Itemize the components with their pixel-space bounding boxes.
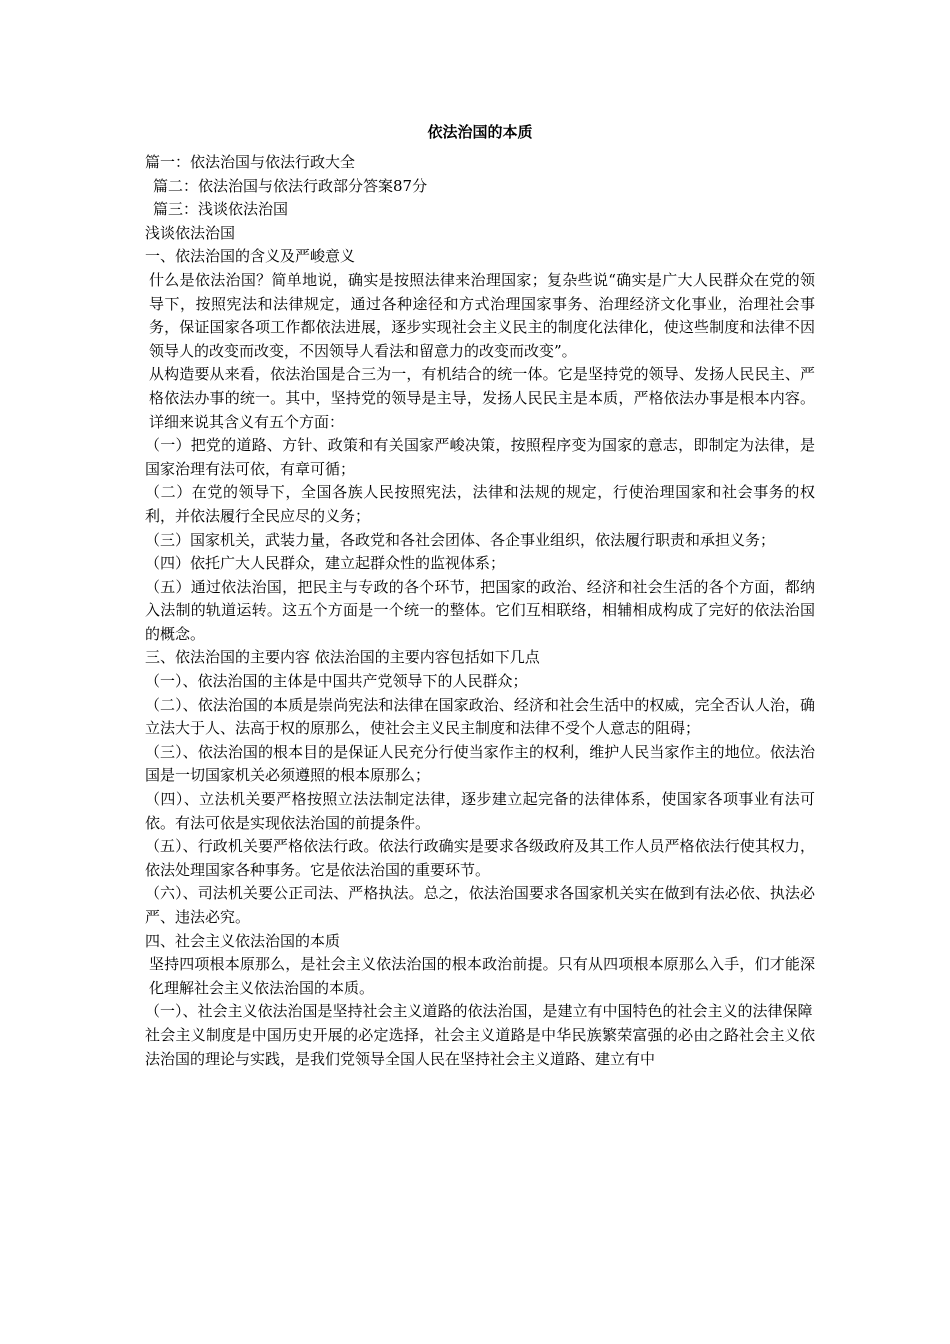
paragraph-part3: 篇三：浅谈依法治国: [153, 200, 289, 219]
list-item: （二）在党的领导下，全国各族人民按照宪法，法律和法规的规定，行使治理国家和社会事务的权利，并依法履行全民应尽的义务；: [145, 483, 815, 525]
list-item: （四）依托广大人民群众，建立起群众性的监视体系；: [145, 554, 506, 573]
list-item: （五）、行政机关要严格依法行政。依法行政确实是要求各级政府及其工作人员严格依法行使其权力，依法处理国家各种事务。它是依法治国的重要环节。: [145, 837, 815, 879]
list-item: （六）、司法机关要公正司法、严格执法。总之，依法治国要求各国家机关实在做到有法必依、执法必严、违法必究。: [145, 884, 815, 926]
paragraph-structure: 从构造要从来看，依法治国是合三为一，有机结合的统一体。它是坚持党的领导、发扬人民民主、严格依法办事的统一。其中，坚持党的领导是主导，发扬人民民主是本质，严格依法办事是根本内容。详细来说其含义有五个方面：: [149, 365, 815, 431]
paragraph-subtitle: 浅谈依法治国: [145, 223, 236, 242]
list-item: （五）通过依法治国，把民主与专政的各个环节，把国家的政治、经济和社会生活的各个方面，都纳入法制的轨道运转。这五个方面是一个统一的整体。它们互相联络，相辅相成构成了完好的依法治国的概念。: [145, 577, 815, 643]
paragraph-part1: 篇一：依法治国与依法行政大全: [145, 153, 356, 171]
document-page: [145, 121, 815, 1071]
list-item: （三）、依法治国的根本目的是保证人民充分行使当家作主的权利，维护人民当家作主的地位。依法治国是一切国家机关必须遵照的根本原那么；: [145, 742, 815, 785]
paragraph-principles: 坚持四项根本原那么，是社会主义依法治国的根本政治前提。只有从四项根本原那么入手，们才能深化理解社会主义依法治国的本质。: [149, 955, 815, 997]
document-title: 依法治国的本质: [427, 123, 533, 141]
paragraph-part2: 篇二：依法治国与依法行政部分答案87分: [153, 176, 428, 195]
paragraph-definition: 什么是依法治国？简单地说，确实是按照法律来治理国家；复杂些说“确实是广大人民群众在党的领导下，按照宪法和法律规定，通过各种途径和方式治理国家事务、治理经济文化事业，治理社会事务，保证国家各项工作都依法进展，逐步实现社会主义民主的制度化法律化，使这些制度和法律不因领导人的改变而改变，不因领导人看法和留意力的改变而改变”。: [149, 270, 815, 360]
list-item: （四）、立法机关要严格按照立法法制定法律，逐步建立起完备的法律体系，使国家各项事业有法可依。有法可依是实现依法治国的前提条件。: [145, 790, 815, 832]
list-item: （一）、依法治国的主体是中国共产党领导下的人民群众；: [145, 672, 528, 691]
section-heading-1: 一、依法治国的含义及严峻意义: [145, 247, 356, 266]
list-item: （一）、社会主义依法治国是坚持社会主义道路的依法治国，是建立有中国特色的社会主义的法律保障: [145, 1002, 813, 1021]
list-item: （三）国家机关，武装力量，各政党和各社会团体、各企事业组织，依法履行职责和承担义务；: [145, 530, 776, 549]
paragraph-socialism: 社会主义制度是中国历史开展的必定选择，社会主义道路是中华民族繁荣富强的必由之路社会主义依法治国的理论与实践，是我们党领导全国人民在坚持社会主义道路、建立有中: [145, 1025, 815, 1068]
list-item: （一）把党的道路、方针、政策和有关国家严峻决策，按照程序变为国家的意志，即制定为法律，是国家治理有法可依，有章可循；: [145, 436, 815, 478]
list-item: （二）、依法治国的本质是崇尚宪法和法律在国家政治、经济和社会生活中的权威，完全否认人治，确立法大于人、法高于权的原那么，使社会主义民主制度和法律不受个人意志的阻碍；: [145, 695, 815, 738]
section-heading-3: 三、依法治国的主要内容 依法治国的主要内容包括如下几点: [145, 648, 540, 667]
section-heading-4: 四、社会主义依法治国的本质: [145, 931, 341, 950]
